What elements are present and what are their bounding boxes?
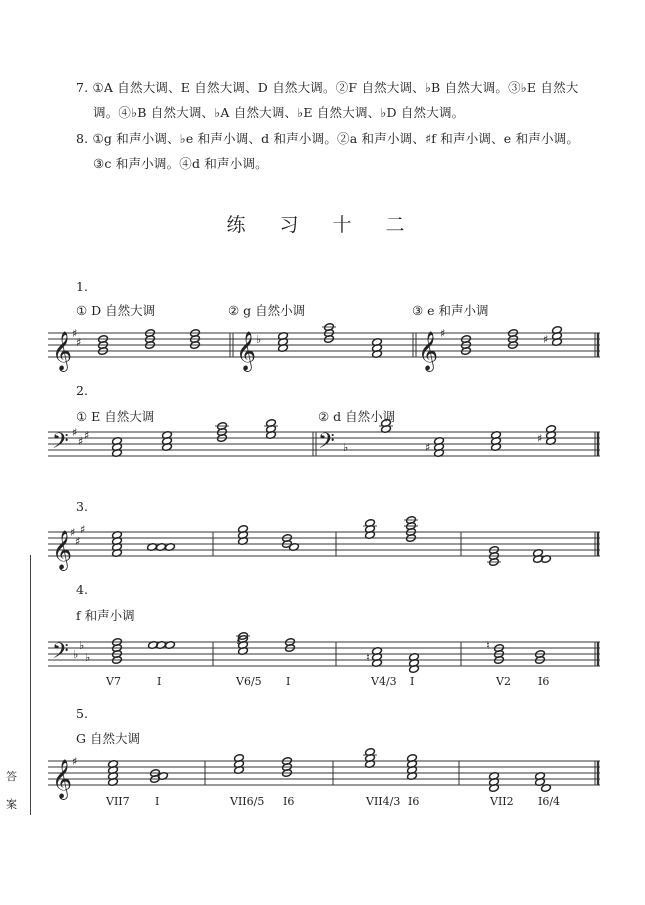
accidental-icon: ♭ <box>343 441 349 454</box>
ex4-chord-label: V4/3 <box>371 675 397 688</box>
ex5-chord-label: VII6/5 <box>230 795 265 808</box>
accidental-icon: ♯ <box>72 426 78 439</box>
accidental-icon: ♭ <box>79 639 85 652</box>
accidental-icon: ♯ <box>425 441 431 454</box>
accidental-icon: ♯ <box>72 327 78 340</box>
exercise-4-key: f 和声小调 <box>76 608 135 623</box>
ex4-chord-label: V6/5 <box>236 675 262 688</box>
accidental-icon: ♯ <box>543 333 549 346</box>
bass-clef-icon: 𝄢 <box>52 429 69 459</box>
exercise-1-key-2: ② g 自然小调 <box>228 303 306 318</box>
bass-clef-icon: 𝄢 <box>52 639 69 669</box>
treble-clef-icon: 𝄞 <box>52 530 73 570</box>
side-label-1: 答 <box>6 770 17 783</box>
ex4-chord-label: I <box>286 675 291 688</box>
ex4-chord-label: I <box>410 675 415 688</box>
accidental-icon: ♯ <box>70 526 76 539</box>
accidental-icon: ♮ <box>366 651 370 664</box>
exercise-1-key-1: ① D 自然大调 <box>76 303 156 318</box>
side-label-2: 案 <box>6 798 17 811</box>
treble-clef-icon: 𝄞 <box>418 331 439 371</box>
exercise-1-number: 1. <box>76 279 88 294</box>
answer-q8-line1: 8. ①g 和声小调、♭e 和声小调、d 和声小调。②a 和声小调、♯f 和声小调、e 和声小调。 <box>76 131 580 146</box>
bass-clef-icon: 𝄢 <box>318 429 335 459</box>
exercise-2-number: 2. <box>76 383 88 398</box>
answer-q8-line2: ③c 和声小调。④d 和声小调。 <box>93 156 268 171</box>
accidental-icon: ♭ <box>256 333 262 346</box>
treble-clef-icon: 𝄞 <box>236 331 257 371</box>
accidental-icon: ♮ <box>486 639 490 652</box>
accidental-icon: ♯ <box>72 755 78 768</box>
exercise-3-number: 3. <box>76 499 88 514</box>
exercise-1-key-3: ③ e 和声小调 <box>412 303 489 318</box>
ex5-chord-label: I6/4 <box>538 795 561 808</box>
ex5-chord-label: VII4/3 <box>366 795 401 808</box>
exercise-5-key: G 自然大调 <box>76 731 140 746</box>
accidental-icon: ♯ <box>537 432 543 445</box>
answer-q7-line2: 调。④♭B 自然大调、♭A 自然大调、♭E 自然大调、♭D 自然大调。 <box>93 105 465 120</box>
accidental-icon: ♯ <box>78 435 84 448</box>
accidental-icon: ♯ <box>75 535 81 548</box>
treble-clef-icon: 𝄞 <box>52 331 73 371</box>
accidental-icon: ♯ <box>76 336 82 349</box>
accidental-icon: ♯ <box>80 523 86 536</box>
ex5-chord-label: I <box>155 795 160 808</box>
ex5-chord-label: VII2 <box>490 795 514 808</box>
exercise-2-key-1: ① E 自然大调 <box>76 409 155 424</box>
exercise-2-key-2: ② d 自然小调 <box>318 409 396 424</box>
accidental-icon: ♯ <box>84 429 90 442</box>
accidental-icon: ♯ <box>440 327 446 340</box>
accidental-icon: ♭ <box>73 648 79 661</box>
ex5-chord-label: I6 <box>408 795 420 808</box>
ex5-chord-label: VII7 <box>106 795 130 808</box>
answer-q7-line1: 7. ①A 自然大调、E 自然大调、D 自然大调。②F 自然大调、♭B 自然大调。③♭E 自然大 <box>76 80 579 95</box>
ex4-chord-label: I <box>157 675 162 688</box>
section-title: 练 习 十 二 <box>226 214 419 236</box>
treble-clef-icon: 𝄞 <box>52 759 73 799</box>
ex5-chord-label: I6 <box>283 795 295 808</box>
exercise-5-number: 5. <box>76 706 88 721</box>
accidental-icon: ♮ <box>236 636 240 649</box>
ex4-chord-label: V7 <box>106 675 121 688</box>
exercise-4-number: 4. <box>76 582 88 597</box>
ex4-chord-label: I6 <box>538 675 550 688</box>
ex4-chord-label: V2 <box>496 675 511 688</box>
accidental-icon: ♭ <box>85 651 91 664</box>
